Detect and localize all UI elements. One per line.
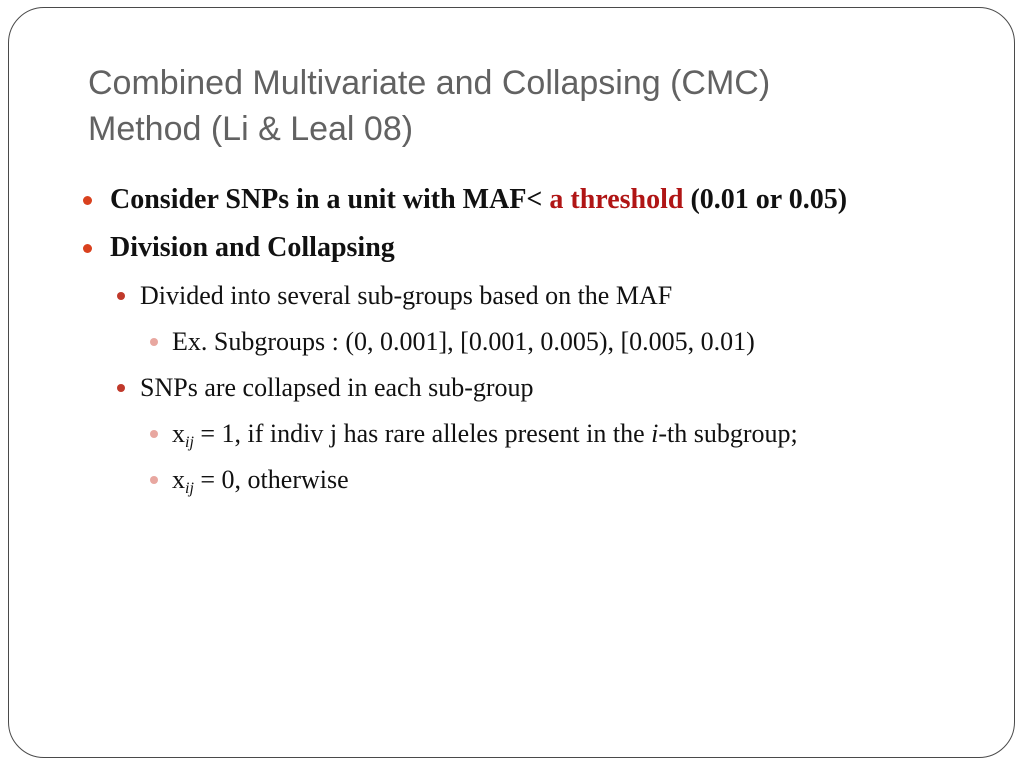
bullet-dot-icon	[117, 292, 125, 300]
bullet-consider-snps	[80, 180, 940, 220]
bullet-text: Division and Collapsing	[110, 232, 395, 263]
bullet-xij-one	[80, 414, 940, 454]
bullet-dot-icon	[150, 338, 158, 346]
bullet-dot-icon	[83, 244, 92, 253]
formula-subscript: ij	[185, 480, 194, 497]
bullet-snps-collapsed	[80, 368, 940, 408]
bullet-text-post: (0.01 or 0.05)	[683, 184, 848, 215]
formula-var: x	[172, 465, 185, 494]
bullet-division-collapsing	[80, 228, 940, 268]
title-line-1: Combined Multivariate and Collapsing (CMC)	[88, 64, 771, 102]
formula-var: x	[172, 419, 185, 448]
bullet-xij-zero	[80, 460, 940, 500]
bullet-text: Divided into several sub-groups based on the MAF	[140, 281, 673, 310]
bullet-text-pre: Consider SNPs in a unit with MAF<	[110, 184, 550, 215]
slide-title	[88, 60, 948, 152]
title-line-2: Method (Li & Leal 08)	[88, 110, 414, 148]
threshold-highlight: a threshold	[549, 184, 684, 215]
bullet-text: SNPs are collapsed in each sub-group	[140, 373, 534, 402]
bullet-dot-icon	[150, 430, 158, 438]
slide-content	[80, 180, 940, 506]
bullet-text: Ex. Subgroups : (0, 0.001], [0.001, 0.005), [0.005, 0.01)	[172, 327, 755, 356]
bullet-divided-subgroups	[80, 276, 940, 316]
formula-subscript: ij	[185, 434, 194, 451]
bullet-dot-icon	[83, 196, 92, 205]
bullet-dot-icon	[117, 384, 125, 392]
formula-post: = 0, otherwise	[193, 465, 349, 494]
formula-mid: = 1, if indiv j has rare alleles present in the	[193, 419, 652, 448]
bullet-example-subgroups	[80, 322, 940, 362]
formula-italic-i: i	[651, 419, 659, 448]
bullet-dot-icon	[150, 476, 158, 484]
formula-post: -th subgroup;	[658, 419, 798, 448]
